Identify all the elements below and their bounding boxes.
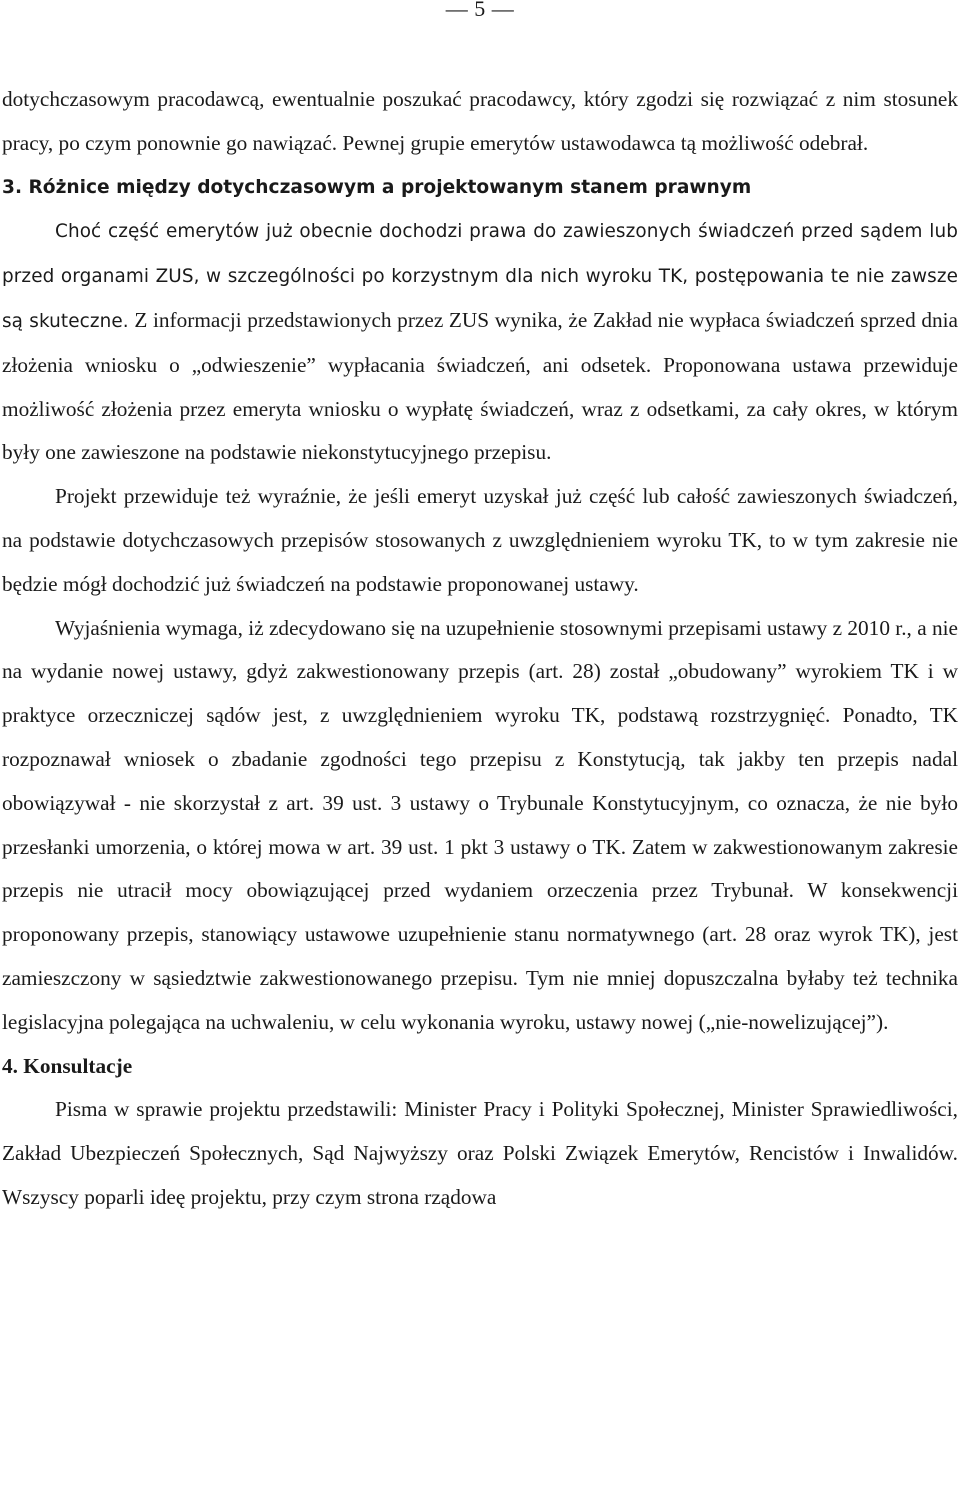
document-body bbox=[2, 78, 958, 1220]
paragraph-sans-segment: Choć część emerytów już obecnie dochodzi prawa do zawieszonych świadczeń przed sądem lub przed organami ZUS, w szczególności po korzystnym dla nich wyroku TK, postępowania te nie zawsze są skuteczne. bbox=[2, 221, 958, 332]
section-3-paragraph-1 bbox=[2, 209, 958, 475]
section-3-paragraph-2: Projekt przewiduje też wyraźnie, że jeśli emeryt uzyskał już część lub całość zawieszonych świadczeń, na podstawie dotychczasowych przepisów stosowanych z uwzględnieniem wyroku TK, to w tym zakresie nie będzie mógł dochodzić już świadczeń na podstawie proponowanej ustawy. bbox=[2, 484, 958, 596]
section-4-paragraph-1: Pisma w sprawie projektu przedstawili: Minister Pracy i Polityki Społecznej, Minister Sprawiedliwości, Zakład Ubezpieczeń Społecznych, Sąd Najwyższy oraz Polski Związek Emerytów, Rencistów i Inwalidów. Wszyscy poparli ideę projektu, przy czym strona rządowa bbox=[2, 1097, 958, 1209]
section-4-heading: 4. Konsultacje bbox=[2, 1053, 133, 1078]
paragraph-segment: Z informacji przedstawionych przez ZUS wynika, że Zakład nie wypłaca świadczeń sprzed dnia złożenia wniosku o „odwieszenie” wypłacania świadczeń, ani odsetek. bbox=[2, 307, 958, 377]
section-3-heading: 3. Różnice między dotychczasowym a projektowanym stanem prawnym bbox=[2, 176, 752, 198]
paragraph-segment: Proponowana ustawa przewiduje możliwość złożenia przez emeryta wniosku o wypłatę świadczeń, wraz z odsetkami, za cały okres, w którym były one zawieszone na podstawie niekonstytucyjnego przepisu. bbox=[2, 352, 958, 465]
page-number: — 5 — bbox=[445, 0, 515, 21]
paragraph-intro: dotychczasowym pracodawcą, ewentualnie poszukać pracodawcy, który zgodzi się rozwiązać z nim stosunek pracy, po czym ponownie go nawiązać. Pewnej grupie emerytów ustawodawca tą możliwość odebrał. bbox=[2, 87, 958, 155]
section-3-paragraph-3: Wyjaśnienia wymaga, iż zdecydowano się na uzupełnienie stosownymi przepisami ustawy z 2010 r., a nie na wydanie nowej ustawy, gdyż zakwestionowany przepis (art. 28) został „obudowany” wyrokiem TK i w praktyce orzeczniczej sądów jest, z uwzględnieniem wyroku TK, podstawą rozstrzygnięć. Ponadto, TK rozpoznawał wniosek o zbadanie zgodności tego przepisu z Konstytucją, tak jakby ten przepis nadal obowiązywał - nie skorzystał z art. 39 ust. 3 ustawy o Trybunale Konstytucyjnym, co oznacza, że nie było przesłanki umorzenia, o której mowa w art. 39 ust. 1 pkt 3 ustawy o TK. Zatem w zakwestionowanym zakresie przepis nie utracił mocy obowiązującej przed wydaniem orzeczenia przez Trybunał. W konsekwencji proponowany przepis, stanowiący ustawowe uzupełnienie stanu normatywnego (art. 28 oraz wyrok TK), jest zamieszczony w sąsiedztwie zakwestionowanego przepisu. Tym nie mniej dopuszczalna byłaby też technika legislacyjna polegająca na uchwaleniu, w celu wykonania wyroku, ustawy nowej („nie-nowelizującej”). bbox=[2, 615, 958, 1034]
